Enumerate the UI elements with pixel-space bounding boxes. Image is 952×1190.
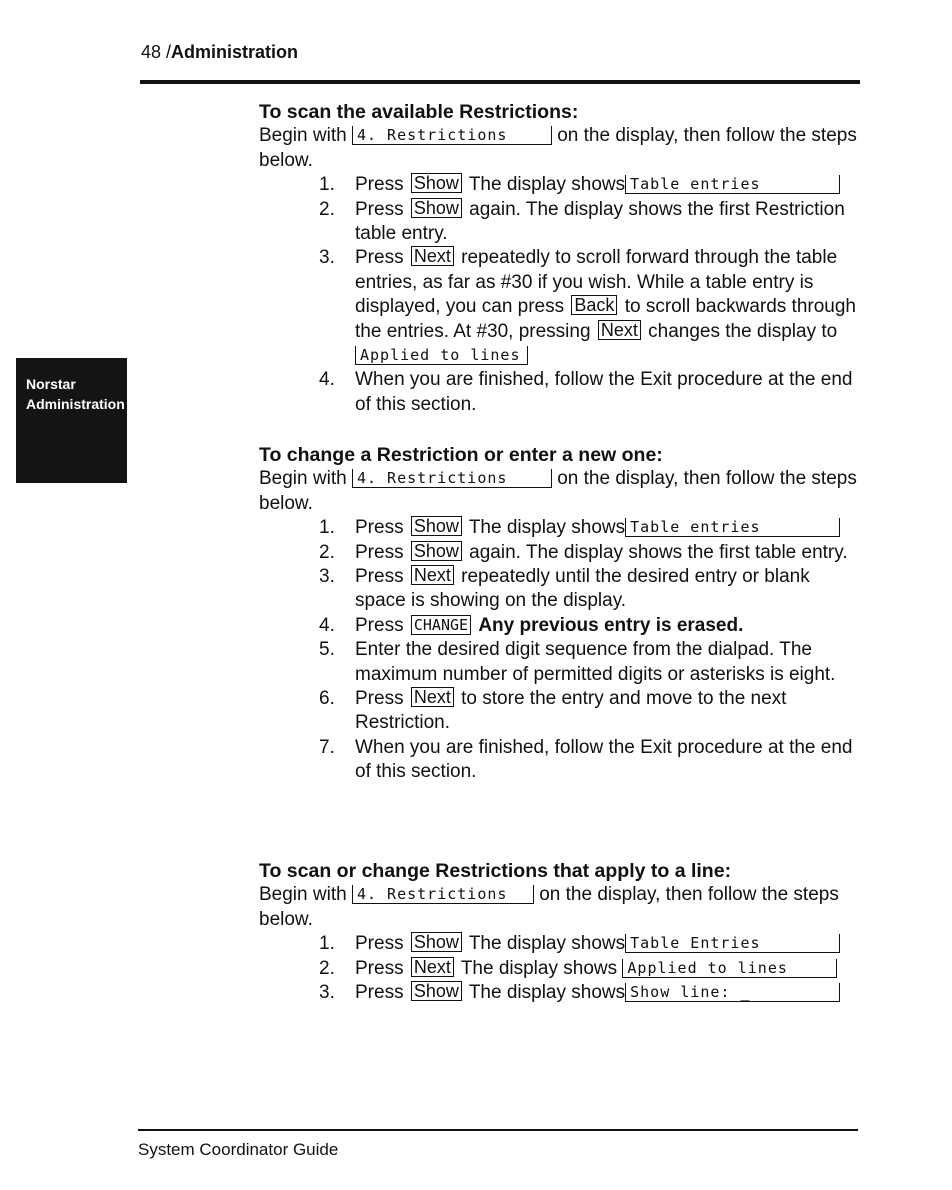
list-item: 2. Press Show again. The display shows the first Restriction table entry. bbox=[319, 197, 845, 245]
step-list bbox=[259, 932, 859, 1005]
step-list bbox=[259, 516, 859, 784]
list-item: 2. Press Next The display shows Applied to lines bbox=[319, 957, 859, 981]
next-key: Next bbox=[411, 687, 454, 707]
line-section bbox=[259, 859, 859, 1005]
footer-rule bbox=[138, 1129, 858, 1131]
step-list bbox=[259, 173, 859, 417]
change-section bbox=[259, 443, 859, 785]
list-item: 3. Press Next repeatedly to scroll forward through the table entries, as far as #30 if you wish. While a table entry is displayed, you can press Back to scroll backwards through the entries. At #30, pressing Next changes the display to Applied to lines bbox=[319, 246, 856, 365]
next-key: Next bbox=[411, 957, 454, 977]
next-key: Next bbox=[598, 320, 641, 340]
show-key: Show bbox=[411, 981, 462, 1001]
list-item: 1. Press Show The display shows Table entries bbox=[319, 173, 859, 197]
side-tab-line1: Norstar bbox=[26, 376, 76, 392]
lcd-display: Table entries bbox=[625, 175, 840, 194]
list-item: 4. Press CHANGE Any previous entry is erased. bbox=[319, 614, 744, 636]
section-title: Administration bbox=[171, 42, 299, 62]
header-rule bbox=[140, 80, 860, 84]
section-side-tab bbox=[16, 358, 127, 483]
show-key: Show bbox=[411, 932, 462, 952]
list-item: 5. Enter the desired digit sequence from the dialpad. The maximum number of permitted digits or asterisks is eight. bbox=[319, 639, 836, 685]
change-key: CHANGE bbox=[411, 615, 471, 635]
list-item: 1. Press Show The display shows Table Entries bbox=[319, 932, 859, 956]
show-key: Show bbox=[411, 198, 462, 218]
show-key: Show bbox=[411, 173, 462, 193]
side-tab-line2: Administration bbox=[26, 396, 125, 412]
section-heading: To change a Restriction or enter a new one: bbox=[259, 444, 663, 466]
lcd-display: Table Entries bbox=[625, 934, 840, 953]
section-intro: Begin with 4. Restrictions on the display, then follow the steps below. bbox=[259, 468, 857, 514]
show-key: Show bbox=[411, 541, 462, 561]
back-key: Back bbox=[571, 295, 617, 315]
show-key: Show bbox=[411, 516, 462, 536]
list-item: 7. When you are finished, follow the Exit procedure at the end of this section. bbox=[319, 736, 853, 783]
lcd-display: Show line: _ bbox=[625, 983, 840, 1002]
list-item: 6. Press Next to store the entry and move to the next Restriction. bbox=[319, 687, 787, 734]
section-intro: Begin with 4. Restrictions on the display, then follow the steps below. bbox=[259, 125, 857, 171]
lcd-display: 4. Restrictions bbox=[352, 469, 552, 488]
list-item: 2. Press Show again. The display shows the first table entry. bbox=[319, 540, 848, 563]
footer-title: System Coordinator Guide bbox=[138, 1140, 339, 1159]
list-item: 3. Press Show The display shows Show line: _ bbox=[319, 981, 859, 1005]
lcd-display: Applied to lines bbox=[355, 346, 528, 365]
list-item: 4. When you are finished, follow the Exit procedure at the end of this section. bbox=[319, 369, 853, 415]
section-heading: To scan the available Restrictions: bbox=[259, 101, 579, 123]
list-item: 3. Press Next repeatedly until the desired entry or blank space is showing on the display. bbox=[319, 565, 810, 612]
lcd-display: 4. Restrictions bbox=[352, 126, 552, 145]
lcd-display: 4. Restrictions bbox=[352, 885, 534, 904]
lcd-display: Applied to lines bbox=[622, 959, 837, 978]
lcd-display: Table entries bbox=[625, 518, 840, 537]
scan-section bbox=[259, 100, 859, 417]
next-key: Next bbox=[411, 565, 454, 585]
section-heading: To scan or change Restrictions that apply to a line: bbox=[259, 860, 732, 882]
list-item: 1. Press Show The display shows Table entries bbox=[319, 516, 859, 540]
page-header bbox=[141, 42, 298, 63]
section-intro: Begin with 4. Restrictions on the display, then follow the steps below. bbox=[259, 884, 839, 930]
next-key: Next bbox=[411, 246, 454, 266]
page-number: 48 / bbox=[141, 42, 172, 62]
